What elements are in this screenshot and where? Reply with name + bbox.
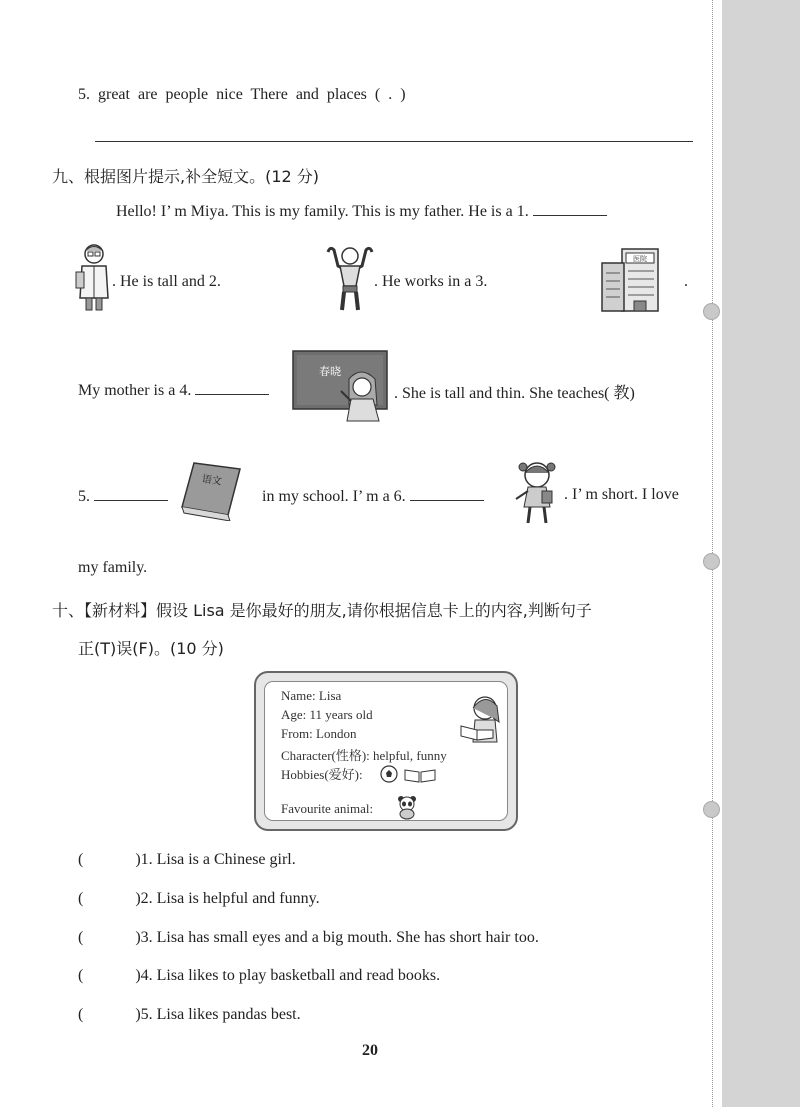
- answer-paren-close: ): [135, 967, 141, 984]
- passage-text: Hello! I’ m Miya. This is my family. This is my father. He is a 1.: [116, 203, 529, 220]
- judge-question-4: [78, 967, 440, 985]
- passage-line-3a: [78, 380, 269, 400]
- card-animal: Favourite animal:: [281, 801, 374, 816]
- hospital-sign: 医院: [633, 255, 647, 263]
- passage-text: in my school. I’ m a 6.: [262, 488, 406, 505]
- girl-reading-icon: [457, 692, 509, 750]
- reorder-question-5: 5. great are people nice There and places ( . ): [78, 86, 406, 103]
- answer-paren-close: ): [135, 890, 141, 907]
- chinese-book-icon: [180, 459, 244, 521]
- blank-4[interactable]: [195, 380, 269, 395]
- answer-paren-open: (: [78, 851, 84, 868]
- passage-line-2b: . He works in a 3.: [374, 273, 488, 290]
- page-number: 20: [362, 1042, 378, 1059]
- binding-hole: [703, 553, 720, 570]
- passage-line-1: [116, 201, 607, 221]
- section-10-heading-line-2: 正(T)误(F)。(10 分): [78, 639, 224, 658]
- open-book-icon: [403, 766, 437, 784]
- card-character: Character(性格): helpful, funny: [281, 748, 447, 763]
- section-10-heading-line-1: 十、【新材料】假设 Lisa 是你最好的朋友,请你根据信息卡上的内容,判断句子: [52, 601, 592, 620]
- info-card: [254, 671, 518, 831]
- judge-question-3: [78, 929, 539, 947]
- question-text: 4. Lisa likes to play basketball and read books.: [140, 967, 441, 984]
- question-text: 5. Lisa likes pandas best.: [140, 1006, 301, 1023]
- blank-6[interactable]: [410, 486, 484, 501]
- info-card-inner: [264, 681, 508, 821]
- passage-line-2a: . He is tall and 2.: [112, 273, 221, 290]
- student-girl-icon: [512, 457, 562, 527]
- strong-man-icon: [324, 244, 376, 314]
- judge-question-2: [78, 890, 320, 908]
- answer-paren-open: (: [78, 890, 84, 907]
- blank-1[interactable]: [533, 201, 607, 216]
- blackboard-text: 春晓: [319, 365, 341, 378]
- card-hobbies: Hobbies(爱好):: [281, 767, 363, 782]
- card-from: From: London: [281, 726, 357, 741]
- answer-line[interactable]: [95, 141, 693, 142]
- doctor-icon: [72, 240, 116, 316]
- blank-5[interactable]: [94, 486, 168, 501]
- football-icon: [379, 764, 399, 784]
- passage-line-2c: .: [684, 273, 688, 290]
- page-margin-strip: [722, 0, 800, 1107]
- passage-line-5: my family.: [78, 559, 148, 576]
- answer-paren-open: (: [78, 929, 84, 946]
- panda-icon: [395, 794, 419, 820]
- passage-text: My mother is a 4.: [78, 382, 192, 399]
- book-title: 语文: [201, 473, 223, 488]
- passage-line-3b: . She is tall and thin. She teaches( 教): [394, 385, 635, 402]
- judge-question-5: [78, 1006, 301, 1024]
- answer-paren-close: ): [135, 929, 141, 946]
- card-name: Name: Lisa: [281, 688, 342, 703]
- hospital-icon: [600, 247, 662, 313]
- passage-text: 5.: [78, 488, 90, 505]
- section-9-heading: 九、根据图片提示,补全短文。(12 分): [52, 167, 320, 186]
- answer-paren-open: (: [78, 1006, 84, 1023]
- question-text: 3. Lisa has small eyes and a big mouth. She has short hair too.: [140, 929, 539, 946]
- passage-line-4c: . I’ m short. I love: [564, 486, 679, 503]
- question-text: 2. Lisa is helpful and funny.: [140, 890, 320, 907]
- binding-hole: [703, 801, 720, 818]
- teacher-blackboard-icon: [291, 349, 391, 423]
- answer-paren-close: ): [135, 1006, 141, 1023]
- question-text: 1. Lisa is a Chinese girl.: [140, 851, 296, 868]
- passage-line-4a: [78, 486, 168, 506]
- answer-paren-close: ): [135, 851, 141, 868]
- answer-paren-open: (: [78, 967, 84, 984]
- card-age: Age: 11 years old: [281, 707, 373, 722]
- binding-hole: [703, 303, 720, 320]
- passage-line-4b: [262, 486, 484, 506]
- judge-question-1: [78, 851, 296, 869]
